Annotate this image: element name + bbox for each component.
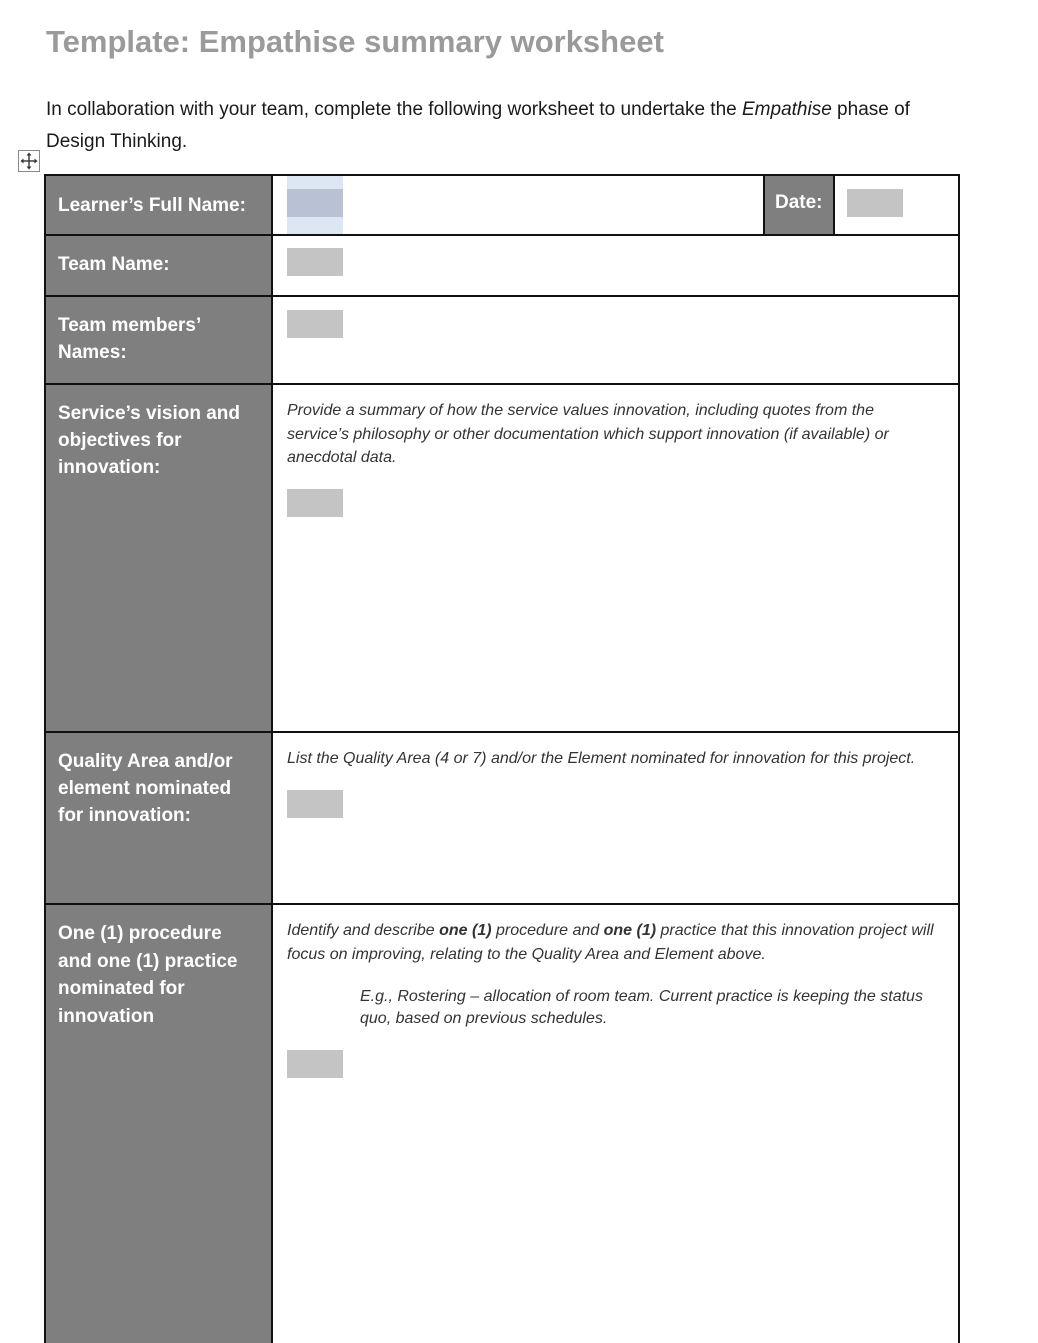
procedure-row [44,903,960,1343]
worksheet-table [44,174,960,1334]
team-name-cell[interactable] [275,236,958,297]
quality-area-cell[interactable] [275,733,958,905]
table-move-handle-icon[interactable] [18,150,40,172]
team-members-row [44,295,960,385]
document-title: Template: Empathise summary worksheet [46,24,664,59]
vision-row [44,383,960,733]
team-name-label: Team Name: [46,236,273,297]
team-name-field[interactable] [287,248,343,276]
learner-name-field[interactable] [287,189,343,217]
vision-field[interactable] [287,489,343,517]
team-name-row [44,234,960,297]
procedure-instruction [287,919,946,966]
quality-area-label: Quality Area and/or element nominated for innovation: [46,733,273,905]
intro-text-start: In collaboration with your team, complete the following worksheet to undertake the [46,99,742,120]
procedure-label: One (1) procedure and one (1) practice nominated for innovation [46,905,273,1343]
learner-name-label: Learner’s Full Name: [46,176,273,236]
quality-area-row [44,731,960,905]
vision-cell[interactable] [275,385,958,733]
procedure-example: E.g., Rostering – allocation of room team. Current practice is keeping the status quo, based on previous schedules. [360,988,923,1027]
quality-area-field[interactable] [287,790,343,818]
team-members-label: Team members’ Names: [46,297,273,385]
vision-label: Service’s vision and objectives for innovation: [46,385,273,733]
team-members-field[interactable] [287,310,343,338]
intro-text-end: phase of Design Thinking. [46,99,910,152]
quality-area-instruction: List the Quality Area (4 or 7) and/or the Element nominated for innovation for this project. [287,750,916,767]
learner-name-row [44,174,960,236]
procedure-instruction-part-1: Identify and describe [287,922,440,939]
date-field[interactable] [847,189,903,217]
procedure-cell[interactable] [275,905,958,1343]
date-label: Date: [763,176,835,236]
team-members-cell[interactable] [275,297,958,385]
intro-paragraph [46,94,946,158]
procedure-instruction-part-2: procedure and [491,922,604,939]
procedure-instruction-bold-2: one (1) [603,922,657,939]
procedure-instruction-bold-1: one (1) [439,922,492,939]
vision-instruction: Provide a summary of how the service values innovation, including quotes from the service’s philosophy or other documentation which support innovation (if available) or anecdotal data. [287,402,889,466]
procedure-field[interactable] [287,1050,343,1078]
intro-emphasis: Empathise [742,99,832,120]
procedure-instruction-part-3: practice that this innovation project will focus on improving, relating to the Quality Area and Element above. [287,922,934,963]
